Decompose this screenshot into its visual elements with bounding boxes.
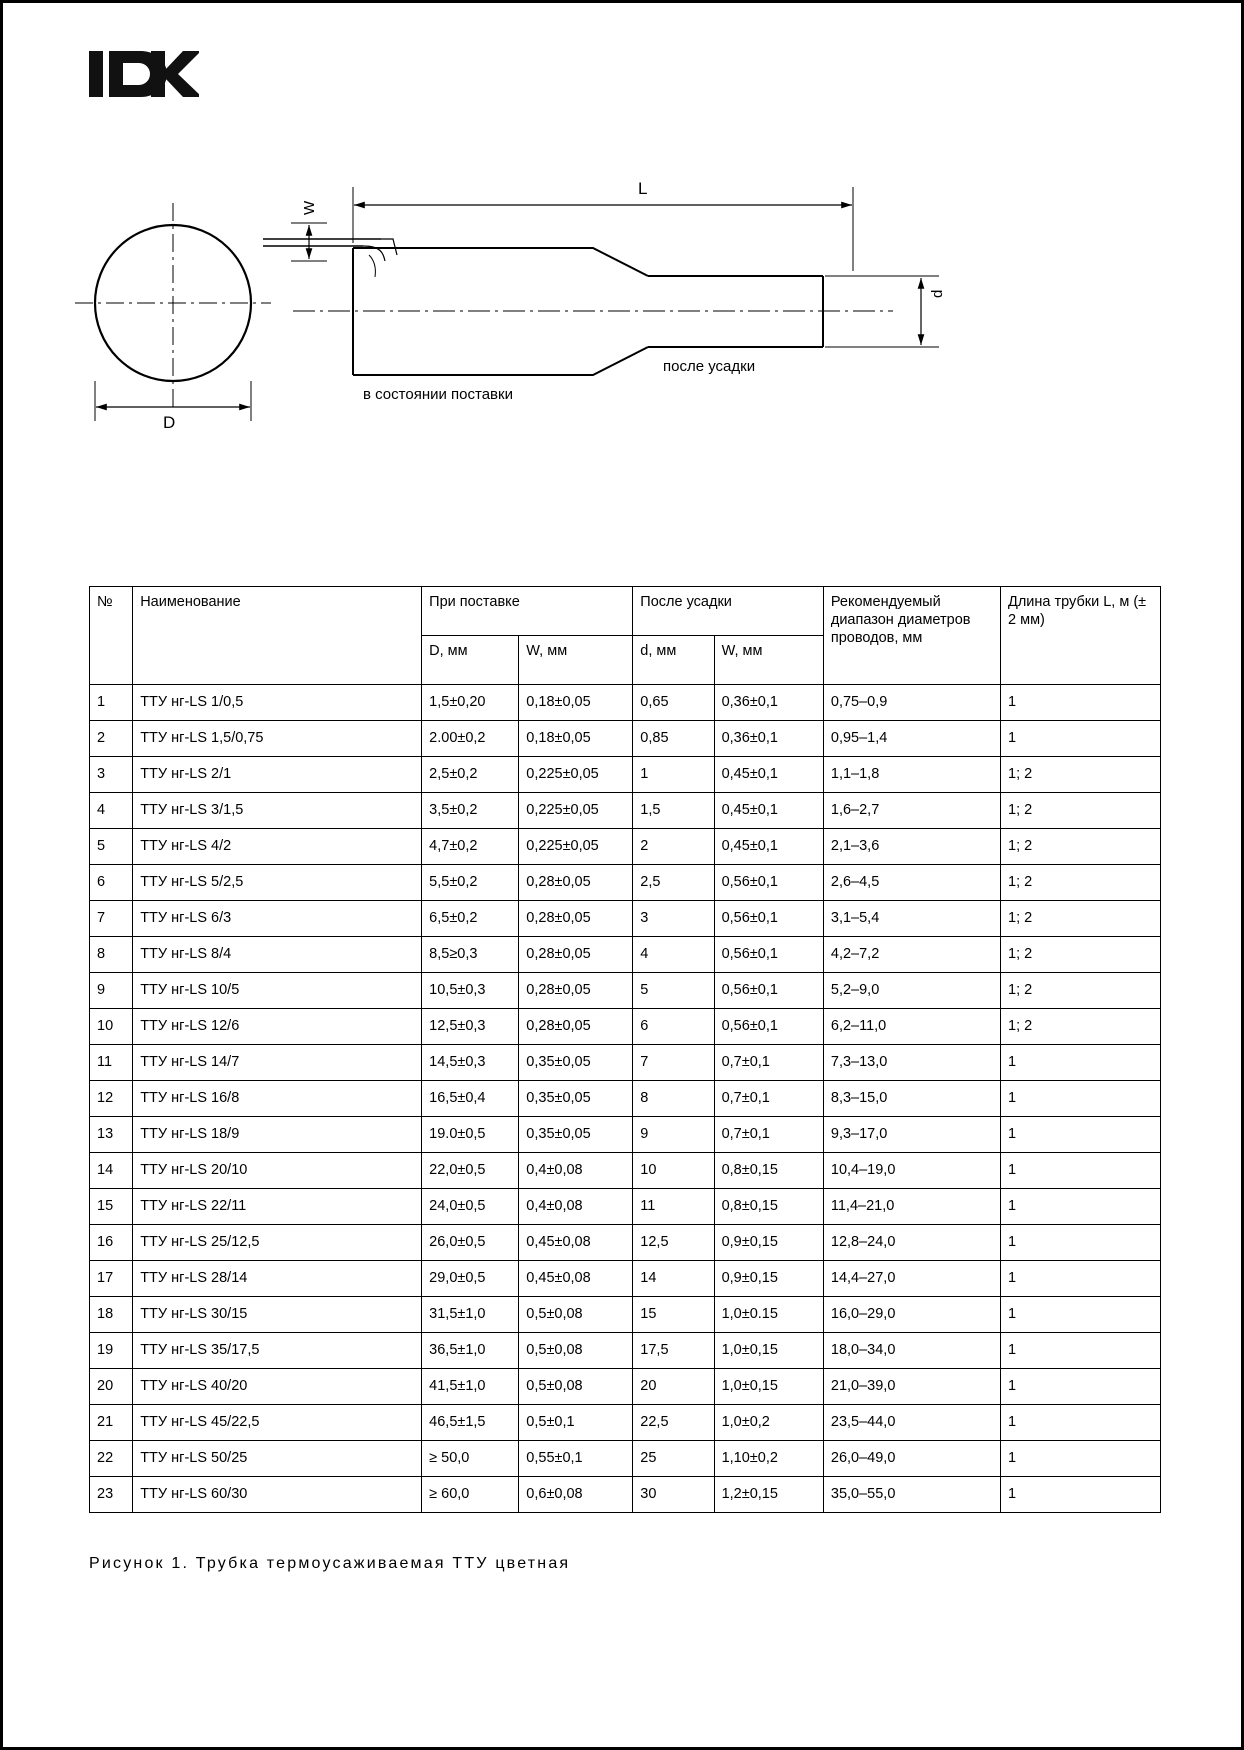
cell-d-supply: 14,5±0,3 — [422, 1045, 519, 1081]
header-w-supply: W, мм — [519, 636, 633, 685]
cell-w-shrink: 0,8±0,15 — [714, 1189, 823, 1225]
cell-w-shrink: 0,56±0,1 — [714, 937, 823, 973]
cell-length: 1; 2 — [1001, 793, 1161, 829]
cell-d-shrink: 7 — [633, 1045, 714, 1081]
cell-length: 1; 2 — [1001, 829, 1161, 865]
cell-w-supply: 0,35±0,05 — [519, 1081, 633, 1117]
cell-d-shrink: 0,85 — [633, 721, 714, 757]
cell-range: 4,2–7,2 — [823, 937, 1000, 973]
cell-w-shrink: 0,7±0,1 — [714, 1117, 823, 1153]
cell-w-supply: 0,5±0,08 — [519, 1369, 633, 1405]
cell-name: ТТУ нг-LS 14/7 — [133, 1045, 422, 1081]
cell-w-supply: 0,28±0,05 — [519, 1009, 633, 1045]
cell-name: ТТУ нг-LS 6/3 — [133, 901, 422, 937]
cell-length: 1 — [1001, 1369, 1161, 1405]
cell-d-shrink: 25 — [633, 1441, 714, 1477]
header-at-supply: При поставке — [422, 587, 633, 636]
cell-num: 17 — [90, 1261, 133, 1297]
cell-d-supply: 2.00±0,2 — [422, 721, 519, 757]
table-row — [90, 1477, 1161, 1513]
cell-length: 1; 2 — [1001, 937, 1161, 973]
cell-w-shrink: 0,9±0,15 — [714, 1261, 823, 1297]
cell-w-supply: 0,18±0,05 — [519, 721, 633, 757]
cell-num: 15 — [90, 1189, 133, 1225]
cell-name: ТТУ нг-LS 12/6 — [133, 1009, 422, 1045]
cell-length: 1 — [1001, 1045, 1161, 1081]
table-row — [90, 721, 1161, 757]
table-row — [90, 1225, 1161, 1261]
cell-d-shrink: 6 — [633, 1009, 714, 1045]
cell-length: 1 — [1001, 1405, 1161, 1441]
iek-logo-icon — [89, 43, 199, 105]
table-row — [90, 793, 1161, 829]
cell-d-shrink: 12,5 — [633, 1225, 714, 1261]
table-row — [90, 1405, 1161, 1441]
cell-name: ТТУ нг-LS 2/1 — [133, 757, 422, 793]
cell-range: 21,0–39,0 — [823, 1369, 1000, 1405]
cell-d-supply: 26,0±0,5 — [422, 1225, 519, 1261]
table-row — [90, 1297, 1161, 1333]
cell-range: 11,4–21,0 — [823, 1189, 1000, 1225]
cell-w-shrink: 1,2±0,15 — [714, 1477, 823, 1513]
cell-num: 20 — [90, 1369, 133, 1405]
cell-w-shrink: 0,36±0,1 — [714, 685, 823, 721]
cell-d-supply: 3,5±0,2 — [422, 793, 519, 829]
cell-d-supply: 29,0±0,5 — [422, 1261, 519, 1297]
cell-num: 14 — [90, 1153, 133, 1189]
cell-w-shrink: 1,0±0.15 — [714, 1297, 823, 1333]
cell-w-supply: 0,28±0,05 — [519, 973, 633, 1009]
table-row — [90, 1081, 1161, 1117]
table-row — [90, 1117, 1161, 1153]
cell-d-supply: 1,5±0,20 — [422, 685, 519, 721]
cell-w-supply: 0,45±0,08 — [519, 1261, 633, 1297]
cell-d-supply: 6,5±0,2 — [422, 901, 519, 937]
cell-num: 19 — [90, 1333, 133, 1369]
cell-range: 8,3–15,0 — [823, 1081, 1000, 1117]
cell-range: 10,4–19,0 — [823, 1153, 1000, 1189]
cell-range: 1,6–2,7 — [823, 793, 1000, 829]
cell-d-shrink: 14 — [633, 1261, 714, 1297]
cell-w-shrink: 0,56±0,1 — [714, 973, 823, 1009]
header-d-shrink: d, мм — [633, 636, 714, 685]
cell-length: 1 — [1001, 1441, 1161, 1477]
cell-num: 11 — [90, 1045, 133, 1081]
cell-w-shrink: 0,56±0,1 — [714, 1009, 823, 1045]
cell-num: 10 — [90, 1009, 133, 1045]
cell-d-shrink: 22,5 — [633, 1405, 714, 1441]
cell-num: 16 — [90, 1225, 133, 1261]
cell-w-supply: 0,5±0,08 — [519, 1333, 633, 1369]
cell-name: ТТУ нг-LS 60/30 — [133, 1477, 422, 1513]
cell-d-supply: 41,5±1,0 — [422, 1369, 519, 1405]
cell-num: 18 — [90, 1297, 133, 1333]
label-d-small: d — [929, 289, 946, 298]
cell-d-shrink: 11 — [633, 1189, 714, 1225]
cell-d-shrink: 17,5 — [633, 1333, 714, 1369]
cell-d-shrink: 20 — [633, 1369, 714, 1405]
cell-w-supply: 0,225±0,05 — [519, 829, 633, 865]
cell-d-supply: 4,7±0,2 — [422, 829, 519, 865]
cell-length: 1; 2 — [1001, 865, 1161, 901]
header-length: Длина трубки L, м (± 2 мм) — [1001, 587, 1161, 685]
cell-num: 4 — [90, 793, 133, 829]
table-header — [90, 587, 1161, 685]
cell-d-supply: 31,5±1,0 — [422, 1297, 519, 1333]
cell-d-supply: ≥ 50,0 — [422, 1441, 519, 1477]
cell-name: ТТУ нг-LS 45/22,5 — [133, 1405, 422, 1441]
cell-num: 21 — [90, 1405, 133, 1441]
cell-d-supply: 24,0±0,5 — [422, 1189, 519, 1225]
cell-d-supply: 10,5±0,3 — [422, 973, 519, 1009]
cell-length: 1; 2 — [1001, 973, 1161, 1009]
label-w: W — [301, 200, 318, 215]
cell-d-supply: 16,5±0,4 — [422, 1081, 519, 1117]
cell-num: 13 — [90, 1117, 133, 1153]
cell-w-shrink: 0,8±0,15 — [714, 1153, 823, 1189]
cell-length: 1; 2 — [1001, 1009, 1161, 1045]
cell-name: ТТУ нг-LS 16/8 — [133, 1081, 422, 1117]
cell-length: 1 — [1001, 1225, 1161, 1261]
cell-w-shrink: 0,56±0,1 — [714, 901, 823, 937]
cell-length: 1; 2 — [1001, 757, 1161, 793]
cell-w-supply: 0,35±0,05 — [519, 1117, 633, 1153]
cell-d-shrink: 2 — [633, 829, 714, 865]
cell-d-supply: ≥ 60,0 — [422, 1477, 519, 1513]
cell-length: 1 — [1001, 1333, 1161, 1369]
cell-w-shrink: 0,7±0,1 — [714, 1045, 823, 1081]
cell-length: 1; 2 — [1001, 901, 1161, 937]
cell-range: 2,6–4,5 — [823, 865, 1000, 901]
cell-d-shrink: 30 — [633, 1477, 714, 1513]
cell-num: 1 — [90, 685, 133, 721]
cell-d-shrink: 15 — [633, 1297, 714, 1333]
cell-w-supply: 0,225±0,05 — [519, 757, 633, 793]
cell-range: 12,8–24,0 — [823, 1225, 1000, 1261]
cell-d-shrink: 4 — [633, 937, 714, 973]
cell-range: 35,0–55,0 — [823, 1477, 1000, 1513]
header-recommended-range: Рекомендуемый диапазон диаметров проводов, мм — [823, 587, 1000, 685]
cell-w-shrink: 0,45±0,1 — [714, 757, 823, 793]
cell-name: ТТУ нг-LS 50/25 — [133, 1441, 422, 1477]
cell-name: ТТУ нг-LS 25/12,5 — [133, 1225, 422, 1261]
cell-name: ТТУ нг-LS 1/0,5 — [133, 685, 422, 721]
cell-w-shrink: 1,0±0,2 — [714, 1405, 823, 1441]
table-row — [90, 865, 1161, 901]
cell-d-shrink: 0,65 — [633, 685, 714, 721]
cell-d-shrink: 8 — [633, 1081, 714, 1117]
cell-w-shrink: 0,36±0,1 — [714, 721, 823, 757]
cell-length: 1 — [1001, 1117, 1161, 1153]
cell-w-shrink: 1,10±0,2 — [714, 1441, 823, 1477]
cell-w-shrink: 1,0±0,15 — [714, 1333, 823, 1369]
cell-name: ТТУ нг-LS 3/1,5 — [133, 793, 422, 829]
cell-num: 3 — [90, 757, 133, 793]
cell-range: 1,1–1,8 — [823, 757, 1000, 793]
table-row — [90, 1369, 1161, 1405]
cell-d-shrink: 3 — [633, 901, 714, 937]
cell-d-shrink: 1 — [633, 757, 714, 793]
cell-num: 9 — [90, 973, 133, 1009]
figure-caption: Рисунок 1. Трубка термоусаживаемая ТТУ цветная — [89, 1555, 571, 1572]
cell-length: 1 — [1001, 1153, 1161, 1189]
label-d-big: D — [163, 413, 176, 432]
label-l: L — [638, 179, 648, 198]
iek-logo — [89, 43, 199, 105]
table-row — [90, 1441, 1161, 1477]
cell-range: 18,0–34,0 — [823, 1333, 1000, 1369]
table-row — [90, 1333, 1161, 1369]
table-row — [90, 1189, 1161, 1225]
cell-name: ТТУ нг-LS 28/14 — [133, 1261, 422, 1297]
cell-range: 0,95–1,4 — [823, 721, 1000, 757]
technical-drawing — [63, 143, 1063, 463]
tube-diagram-svg — [63, 143, 1063, 463]
cell-length: 1 — [1001, 721, 1161, 757]
table-row — [90, 973, 1161, 1009]
cell-length: 1 — [1001, 685, 1161, 721]
table-row — [90, 757, 1161, 793]
cell-w-shrink: 0,45±0,1 — [714, 793, 823, 829]
cell-length: 1 — [1001, 1297, 1161, 1333]
cell-w-supply: 0,55±0,1 — [519, 1441, 633, 1477]
table-row — [90, 937, 1161, 973]
header-num: № — [90, 587, 133, 685]
cell-name: ТТУ нг-LS 4/2 — [133, 829, 422, 865]
cell-w-supply: 0,28±0,05 — [519, 937, 633, 973]
cell-range: 7,3–13,0 — [823, 1045, 1000, 1081]
cell-w-supply: 0,35±0,05 — [519, 1045, 633, 1081]
cell-length: 1 — [1001, 1261, 1161, 1297]
cell-range: 16,0–29,0 — [823, 1297, 1000, 1333]
specification-table — [89, 586, 1161, 1513]
cell-w-shrink: 0,45±0,1 — [714, 829, 823, 865]
cell-name: ТТУ нг-LS 22/11 — [133, 1189, 422, 1225]
cell-num: 7 — [90, 901, 133, 937]
cell-w-supply: 0,5±0,1 — [519, 1405, 633, 1441]
cell-num: 22 — [90, 1441, 133, 1477]
cell-d-shrink: 5 — [633, 973, 714, 1009]
header-after-shrink: После усадки — [633, 587, 824, 636]
cell-w-supply: 0,28±0,05 — [519, 865, 633, 901]
cell-d-shrink: 9 — [633, 1117, 714, 1153]
cell-name: ТТУ нг-LS 1,5/0,75 — [133, 721, 422, 757]
cell-w-supply: 0,6±0,08 — [519, 1477, 633, 1513]
cell-range: 2,1–3,6 — [823, 829, 1000, 865]
cell-d-supply: 12,5±0,3 — [422, 1009, 519, 1045]
cell-d-supply: 2,5±0,2 — [422, 757, 519, 793]
cell-w-supply: 0,4±0,08 — [519, 1189, 633, 1225]
cell-d-shrink: 1,5 — [633, 793, 714, 829]
cell-d-supply: 8,5≥0,3 — [422, 937, 519, 973]
cell-range: 5,2–9,0 — [823, 973, 1000, 1009]
cell-d-supply: 46,5±1,5 — [422, 1405, 519, 1441]
cell-name: ТТУ нг-LS 30/15 — [133, 1297, 422, 1333]
table-row — [90, 1009, 1161, 1045]
table-row — [90, 829, 1161, 865]
cell-w-shrink: 0,9±0,15 — [714, 1225, 823, 1261]
table-header-row-1 — [90, 587, 1161, 636]
cell-w-supply: 0,225±0,05 — [519, 793, 633, 829]
cell-w-shrink: 0,7±0,1 — [714, 1081, 823, 1117]
table-row — [90, 1045, 1161, 1081]
cell-d-shrink: 10 — [633, 1153, 714, 1189]
cell-length: 1 — [1001, 1477, 1161, 1513]
cell-w-shrink: 0,56±0,1 — [714, 865, 823, 901]
cell-num: 23 — [90, 1477, 133, 1513]
cell-name: ТТУ нг-LS 10/5 — [133, 973, 422, 1009]
cell-w-supply: 0,5±0,08 — [519, 1297, 633, 1333]
cell-name: ТТУ нг-LS 8/4 — [133, 937, 422, 973]
label-supply-state: в состоянии поставки — [363, 386, 513, 403]
cell-d-supply: 22,0±0,5 — [422, 1153, 519, 1189]
cell-num: 8 — [90, 937, 133, 973]
cell-name: ТТУ нг-LS 40/20 — [133, 1369, 422, 1405]
cell-name: ТТУ нг-LS 20/10 — [133, 1153, 422, 1189]
cell-length: 1 — [1001, 1189, 1161, 1225]
cell-d-supply: 19.0±0,5 — [422, 1117, 519, 1153]
cell-range: 26,0–49,0 — [823, 1441, 1000, 1477]
table-body — [90, 685, 1161, 1513]
cell-w-shrink: 1,0±0,15 — [714, 1369, 823, 1405]
header-w-shrink: W, мм — [714, 636, 823, 685]
table-row — [90, 1153, 1161, 1189]
cell-d-supply: 5,5±0,2 — [422, 865, 519, 901]
cell-range: 23,5–44,0 — [823, 1405, 1000, 1441]
table-row — [90, 685, 1161, 721]
cell-num: 12 — [90, 1081, 133, 1117]
cell-length: 1 — [1001, 1081, 1161, 1117]
cell-num: 6 — [90, 865, 133, 901]
cell-w-supply: 0,4±0,08 — [519, 1153, 633, 1189]
cell-w-supply: 0,45±0,08 — [519, 1225, 633, 1261]
cell-d-supply: 36,5±1,0 — [422, 1333, 519, 1369]
cell-range: 6,2–11,0 — [823, 1009, 1000, 1045]
cell-num: 5 — [90, 829, 133, 865]
cell-name: ТТУ нг-LS 5/2,5 — [133, 865, 422, 901]
table-row — [90, 901, 1161, 937]
cell-range: 0,75–0,9 — [823, 685, 1000, 721]
cell-name: ТТУ нг-LS 18/9 — [133, 1117, 422, 1153]
header-name: Наименование — [133, 587, 422, 685]
header-d-supply: D, мм — [422, 636, 519, 685]
cell-d-shrink: 2,5 — [633, 865, 714, 901]
cell-range: 9,3–17,0 — [823, 1117, 1000, 1153]
cell-name: ТТУ нг-LS 35/17,5 — [133, 1333, 422, 1369]
cell-w-supply: 0,18±0,05 — [519, 685, 633, 721]
label-after-shrink: после усадки — [663, 358, 756, 375]
cell-num: 2 — [90, 721, 133, 757]
cell-w-supply: 0,28±0,05 — [519, 901, 633, 937]
cell-range: 14,4–27,0 — [823, 1261, 1000, 1297]
cell-range: 3,1–5,4 — [823, 901, 1000, 937]
table-row — [90, 1261, 1161, 1297]
